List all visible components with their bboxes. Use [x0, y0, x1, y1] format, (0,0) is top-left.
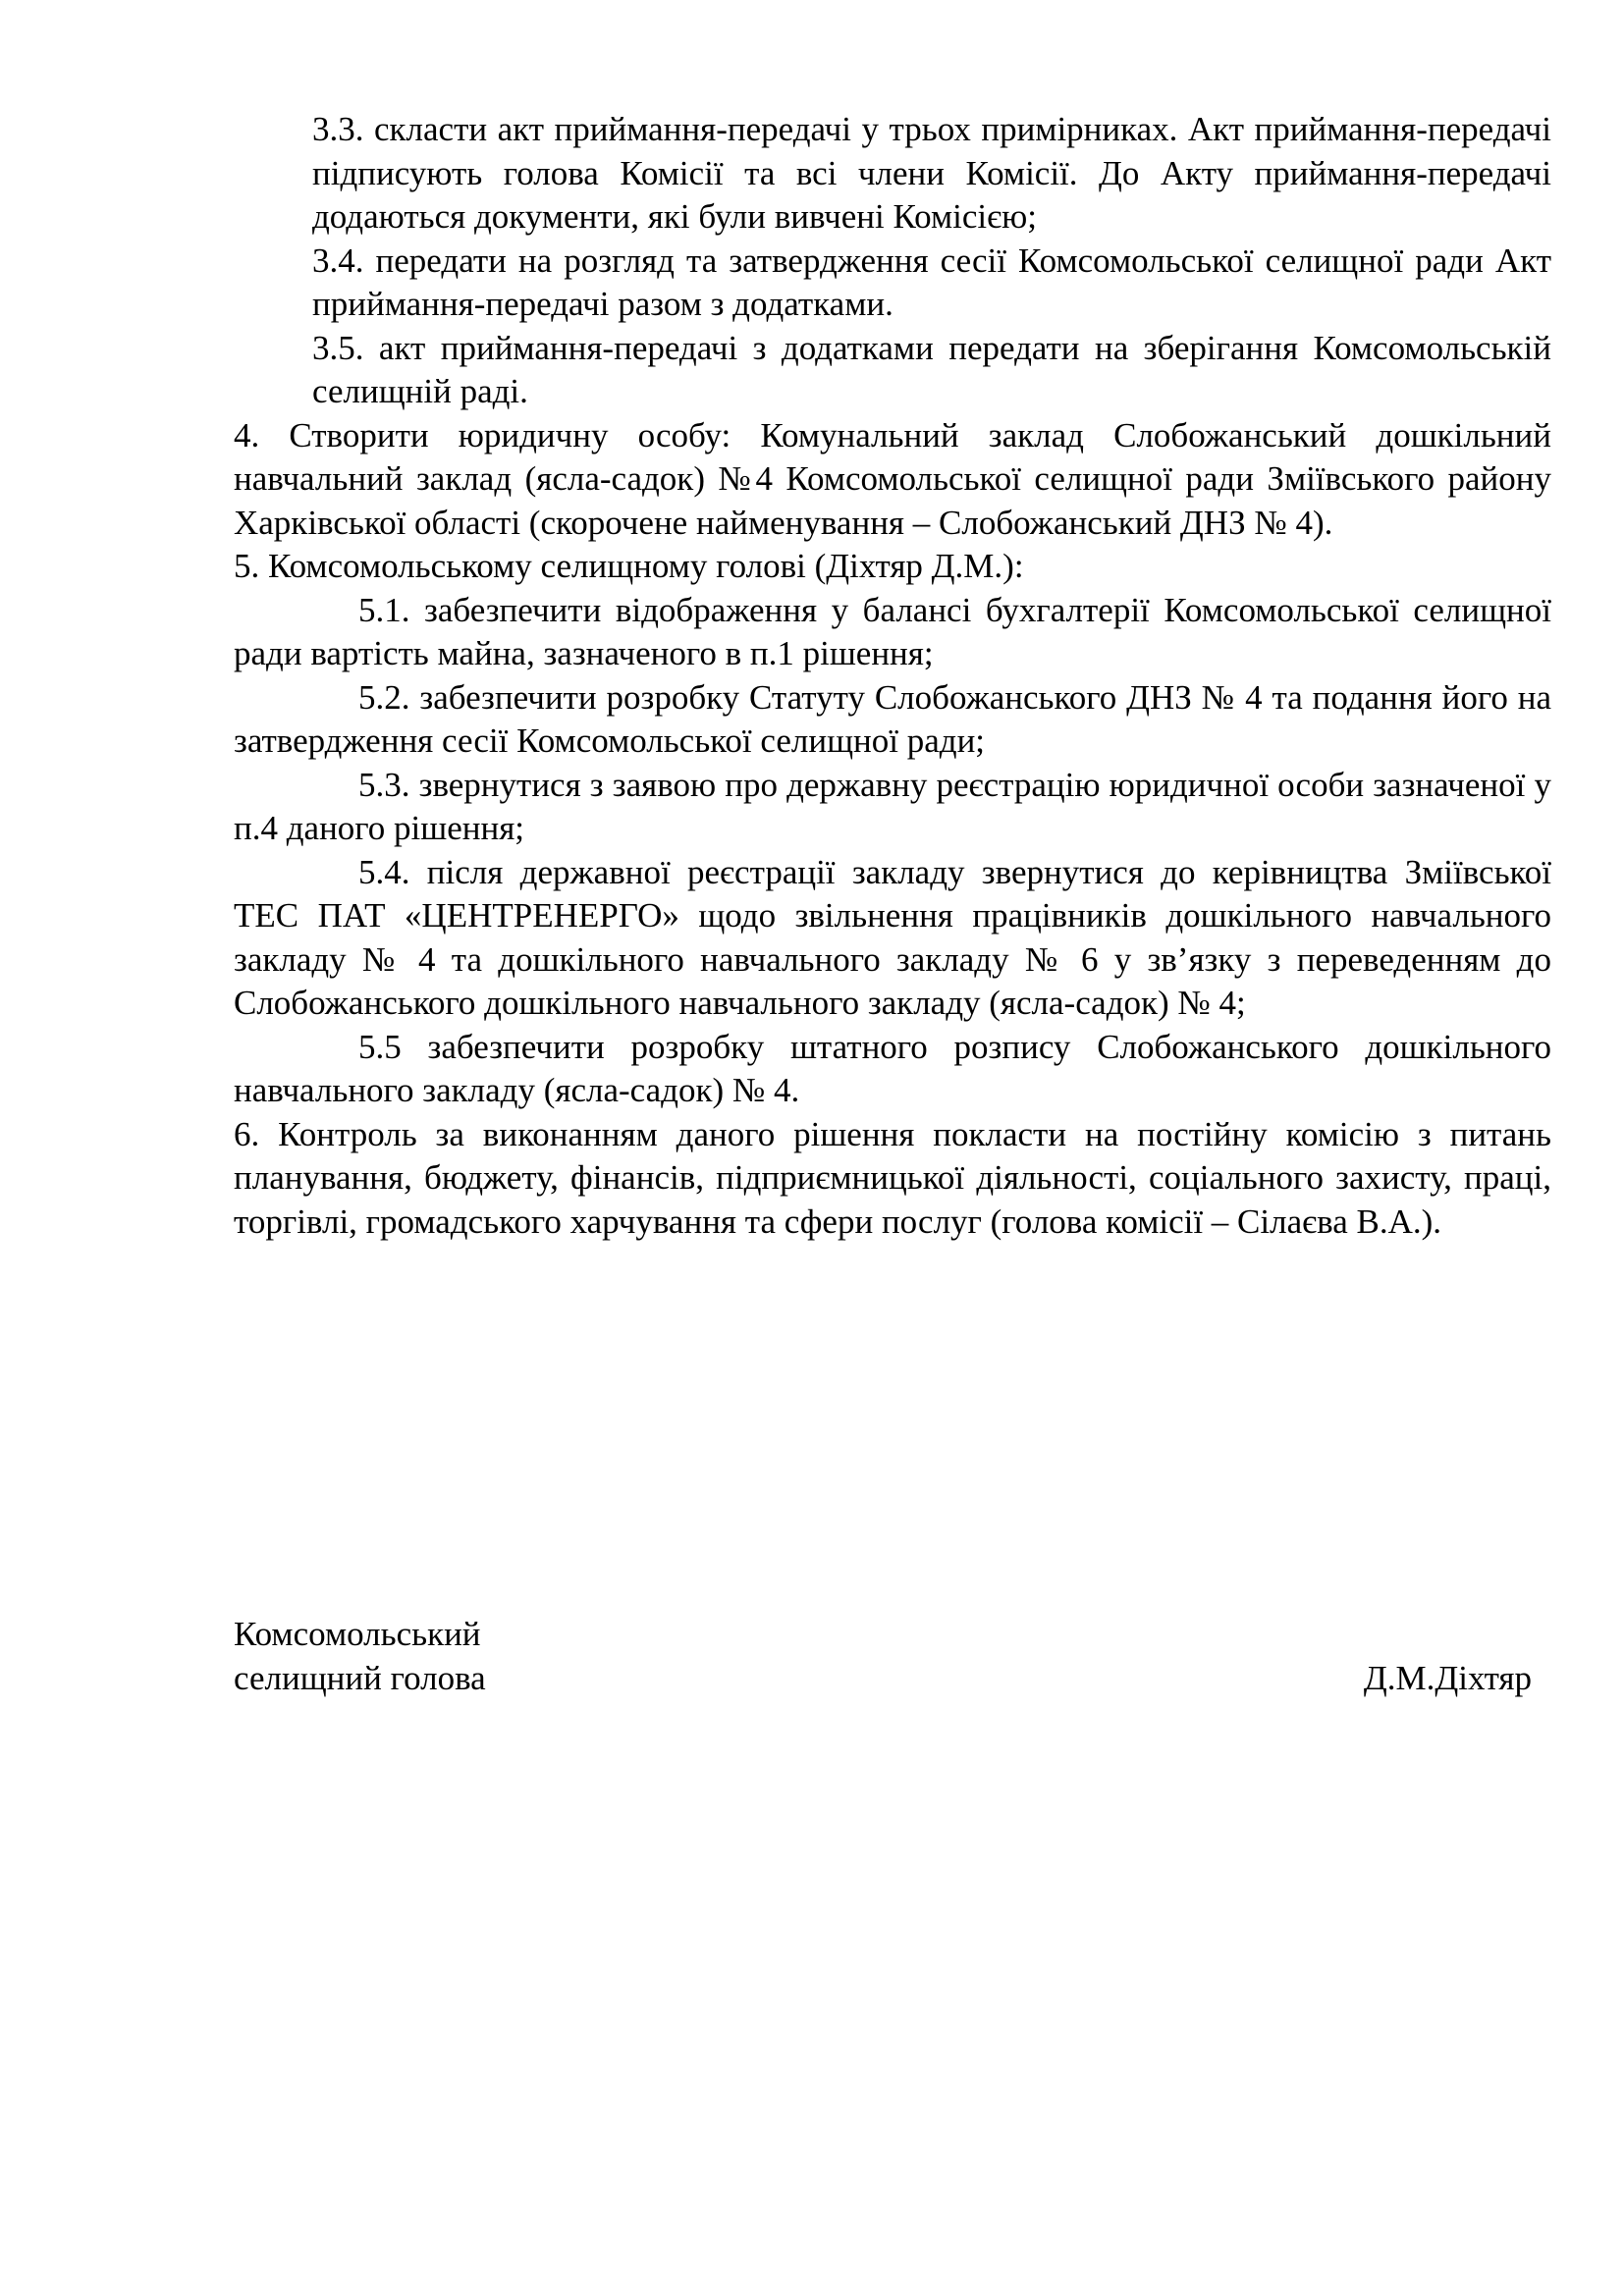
paragraph-6: 6. Контроль за виконанням даного рішення покласти на постійну комісію з питань планування, бюджету, фінансів, підприємницької діяльності, соціального захисту, праці, торгівлі, громадського харчування та сфери послуг (голова комісії – Сілаєва В.А.).: [234, 1114, 1551, 1241]
signature-row: [234, 1657, 1532, 1701]
paragraph-5-5: 5.5 забезпечити розробку штатного розпису Слобожанського дошкільного навчального закладу (ясла-садок) № 4.: [234, 1027, 1551, 1109]
paragraph-3-4: 3.4. передати на розгляд та затвердження сесії Комсомольської селищної ради Акт приймання-передачі разом з додатками.: [312, 240, 1551, 323]
paragraph-3-3: 3.3. скласти акт приймання-передачі у трьох примірниках. Акт приймання-передачі підписують голова Комісії та всі члени Комісії. До Акту приймання-передачі додаються документи, які були вивчені Комісією;: [312, 110, 1551, 236]
paragraph-5-4: 5.4. після державної реєстрації закладу звернутися до керівництва Зміївської ТЕС ПАТ «ЦЕНТРЕНЕРГО» щодо звільнення працівників дошкільного навчального закладу № 4 та дошкільного навчального закладу № 6 у зв’язку з переведенням до Слобожанського дошкільного навчального закладу (ясла-садок) № 4;: [234, 852, 1551, 1022]
paragraph-4: 4. Створити юридичну особу: Комунальний заклад Слобожанський дошкільний навчальний заклад (ясла-садок) №4 Комсомольської селищної ради Зміївського району Харківської області (скорочене найменування – Слобожанський ДНЗ № 4).: [234, 415, 1551, 542]
signatory-title-line2: селищний голова: [234, 1658, 486, 1697]
signatory-title-line1: Комсомольський: [234, 1615, 481, 1653]
signatory-name: Д.М.Діхтяр: [1363, 1658, 1532, 1697]
paragraph-3-5: 3.5. акт приймання-передачі з додатками передати на зберігання Комсомольській селищній раді.: [312, 328, 1551, 410]
document-body: [234, 108, 1551, 1244]
paragraph-5-2: 5.2. забезпечити розробку Статуту Слобожанського ДНЗ № 4 та подання його на затвердження сесії Комсомольської селищної ради;: [234, 677, 1551, 760]
paragraph-5-1: 5.1. забезпечити відображення у балансі бухгалтерії Комсомольської селищної ради вартість майна, зазначеного в п.1 рішення;: [234, 590, 1551, 672]
paragraph-5: 5. Комсомольському селищному голові (Діхтяр Д.М.):: [234, 547, 1024, 585]
signature-block: [234, 1613, 1551, 1700]
paragraph-5-3: 5.3. звернутися з заявою про державну реєстрацію юридичної особи зазначеної у п.4 даного рішення;: [234, 765, 1551, 847]
